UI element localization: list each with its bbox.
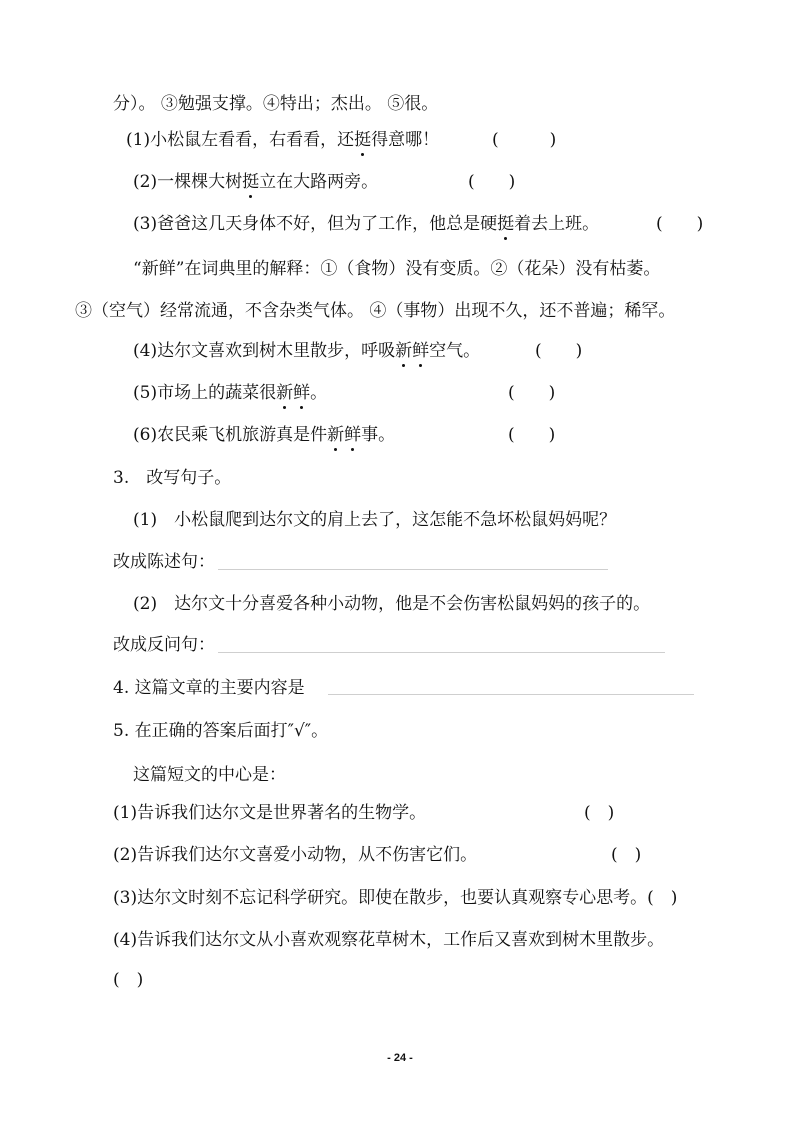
option-line: (1)告诉我们达尔文是世界著名的生物学。	[113, 803, 427, 823]
text-line: (2) 达尔文十分喜爱各种小动物，他是不会伤害松鼠妈妈的孩子的。	[133, 594, 651, 614]
question-line	[133, 213, 599, 235]
emphasized-char: 鲜	[344, 425, 362, 445]
answer-brackets[interactable]: ( )	[656, 214, 704, 234]
answer-brackets[interactable]: ( )	[508, 425, 556, 445]
question-line	[126, 129, 439, 151]
option-line: (2)告诉我们达尔文喜爱小动物，从不伤害它们。	[113, 845, 478, 865]
text-span: (4)达尔文喜欢到树木里散步，呼吸	[133, 341, 396, 361]
text-span: (6)农民乘飞机旅游真是件	[133, 425, 328, 445]
answer-blank[interactable]	[328, 694, 694, 695]
section-heading: 3. 改写句子。	[113, 468, 232, 488]
question-line	[133, 171, 378, 193]
text-line: 分）。 ③勉强支撑。④特出；杰出。 ⑤很。	[113, 94, 439, 114]
text-line: 这篇短文的中心是：	[133, 765, 286, 785]
option-line: (4)告诉我们达尔文从小喜欢观察花草树木，工作后又喜欢到树木里散步。	[113, 930, 665, 950]
emphasized-char: 挺	[497, 214, 515, 234]
text-span: (1)小松鼠左看看，右看看，还	[126, 130, 355, 150]
answer-brackets[interactable]: ( )	[584, 803, 615, 823]
answer-brackets[interactable]: ( )	[535, 341, 583, 361]
emphasized-char: 挺	[354, 130, 372, 150]
emphasized-char: 鲜	[412, 341, 430, 361]
text-span: 立在大路两旁。	[259, 172, 379, 192]
emphasized-char: 新	[327, 425, 345, 445]
text-span: 空气。	[429, 341, 481, 361]
text-span: 着去上班。	[514, 214, 600, 234]
page-number: - 24 -	[387, 1052, 413, 1064]
answer-brackets[interactable]: ( )	[468, 172, 516, 192]
question-line	[133, 382, 327, 404]
text-span: (3)爸爸这几天身体不好，但为了工作，他总是硬	[133, 214, 498, 234]
answer-brackets[interactable]: ( )	[611, 845, 642, 865]
text-span: (5)市场上的蔬菜很	[133, 383, 277, 403]
section-heading: 5. 在正确的答案后面打″√″。	[113, 721, 329, 741]
question-line	[133, 424, 395, 446]
answer-brackets[interactable]: ( )	[113, 970, 144, 990]
text-line: ③（空气）经常流通，不含杂类气体。 ④（事物）出现不久，还不普遍；稀罕。	[75, 301, 676, 321]
option-line: (3)达尔文时刻不忘记科学研究。即使在散步，也要认真观察专心思考。( )	[113, 888, 678, 908]
answer-prompt: 改成反问句：	[113, 635, 215, 655]
answer-brackets[interactable]: ( )	[508, 383, 556, 403]
emphasized-char: 挺	[242, 172, 260, 192]
question-line	[133, 340, 480, 362]
emphasized-char: 新	[395, 341, 413, 361]
text-span: 得意哪！	[371, 130, 440, 150]
text-span: 事。	[361, 425, 396, 445]
text-line: (1) 小松鼠爬到达尔文的肩上去了，这怎能不急坏松鼠妈妈呢？	[133, 510, 617, 530]
emphasized-char: 鲜	[293, 383, 311, 403]
text-span: 。	[310, 383, 328, 403]
answer-blank[interactable]	[218, 652, 665, 653]
answer-brackets[interactable]: ( )	[492, 130, 557, 150]
text-span: (2)一棵棵大树	[133, 172, 243, 192]
answer-prompt: 改成陈述句：	[113, 552, 215, 572]
answer-blank[interactable]	[218, 569, 608, 570]
section-heading: 4. 这篇文章的主要内容是	[113, 678, 305, 698]
emphasized-char: 新	[276, 383, 294, 403]
text-line: “新鲜”在词典里的解释：①（食物）没有变质。②（花朵）没有枯萎。	[133, 259, 661, 279]
